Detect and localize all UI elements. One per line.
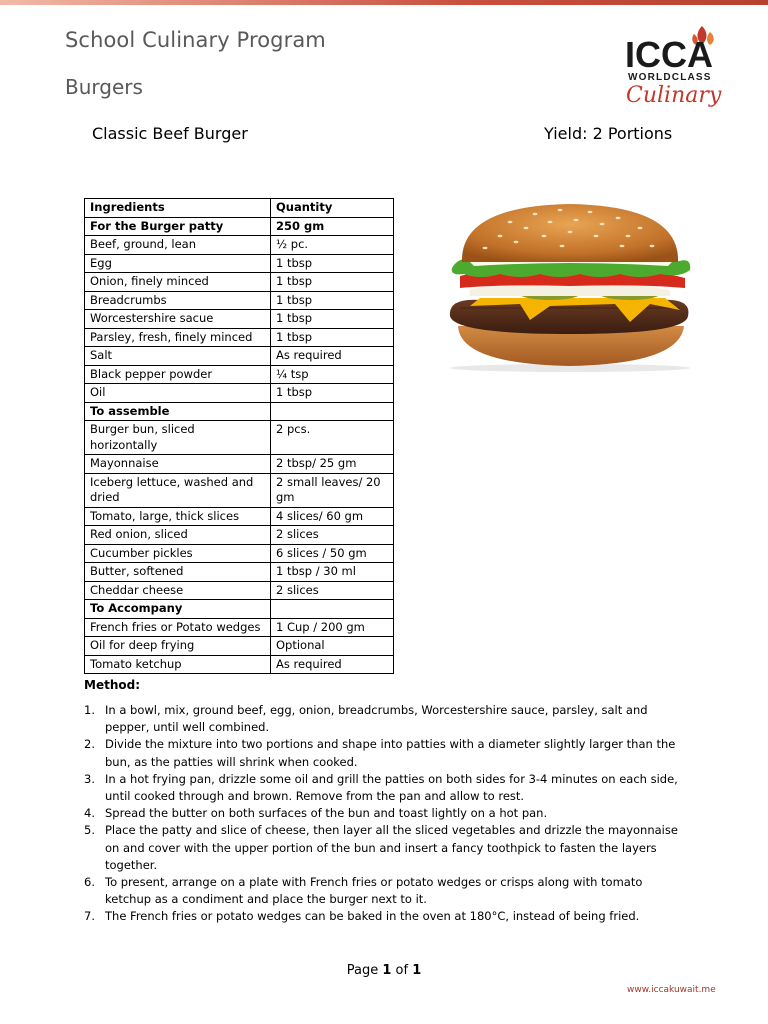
step-number: 2. (84, 737, 95, 752)
ingredient-quantity: 2 slices (271, 581, 394, 600)
icca-logo (622, 22, 732, 112)
ingredient-quantity: 1 tbsp (271, 291, 394, 310)
header-quantity: Quantity (271, 199, 394, 218)
table-row (85, 291, 394, 310)
ingredient-quantity: 6 slices / 50 gm (271, 544, 394, 563)
ingredient-name: Cucumber pickles (85, 544, 271, 563)
table-row (85, 507, 394, 526)
step-text: To present, arrange on a plate with French fries or potato wedges or crisps along with tomato ketchup as a condiment and place the burger next to it. (105, 875, 643, 907)
step-text: In a hot frying pan, drizzle some oil and grill the patties on both sides for 3-4 minutes on each side, until cooked through and brown. Remove from the pan and allow to rest. (105, 771, 678, 804)
table-row (85, 328, 394, 347)
ingredient-quantity: As required (271, 655, 394, 674)
ingredient-name: Tomato ketchup (85, 655, 271, 674)
burger-photo (440, 198, 700, 373)
table-row (85, 526, 394, 545)
table-row (85, 600, 394, 619)
ingredient-name: Tomato, large, thick slices (85, 507, 271, 526)
ingredient-name: Burger bun, sliced horizontally (85, 421, 271, 455)
table-row (85, 455, 394, 474)
ingredient-quantity: 2 pcs. (271, 421, 394, 455)
ingredient-quantity: As required (271, 347, 394, 366)
ingredient-name: Red onion, sliced (85, 526, 271, 545)
logo-tagline: WORLDCLASS (628, 72, 712, 83)
ingredient-name: Oil for deep frying (85, 637, 271, 656)
step-number: 7. (84, 909, 95, 924)
table-row (85, 581, 394, 600)
step-text: Spread the butter on both surfaces of the bun and toast lightly on a hot pan. (105, 806, 548, 821)
ingredient-name: Mayonnaise (85, 455, 271, 474)
ingredient-quantity: Optional (271, 637, 394, 656)
table-row (85, 563, 394, 582)
step-text: Place the patty and slice of cheese, then layer all the sliced vegetables and drizzle the mayonnaise on and cover with the upper portion of the bun and insert a fancy toothpick to fasten the layers together. (105, 823, 678, 872)
website-url: www.iccakuwait.me (627, 985, 716, 995)
step-number: 5. (84, 823, 95, 838)
top-accent-bar (0, 0, 768, 5)
method-step (84, 908, 684, 925)
method-step (84, 736, 684, 770)
table-row (85, 473, 394, 507)
ingredient-quantity: 1 tbsp (271, 273, 394, 292)
table-row (85, 384, 394, 403)
table-row (85, 236, 394, 255)
ingredient-quantity: 250 gm (271, 217, 394, 236)
method-step (84, 771, 684, 805)
ingredient-name: Beef, ground, lean (85, 236, 271, 255)
ingredient-name: Breadcrumbs (85, 291, 271, 310)
ingredient-quantity: 1 tbsp / 30 ml (271, 563, 394, 582)
ingredient-name: For the Burger patty (85, 217, 271, 236)
logo-wordmark: ICCA (625, 34, 713, 75)
method-steps (84, 702, 684, 926)
program-title: School Culinary Program (65, 28, 326, 52)
table-row (85, 637, 394, 656)
ingredient-name: To assemble (85, 402, 271, 421)
table-row (85, 655, 394, 674)
ingredient-quantity: 1 tbsp (271, 310, 394, 329)
table-row (85, 310, 394, 329)
ingredient-name: French fries or Potato wedges (85, 618, 271, 637)
table-row (85, 254, 394, 273)
ingredient-name: Butter, softened (85, 563, 271, 582)
table-row (85, 273, 394, 292)
ingredient-quantity: 1 tbsp (271, 384, 394, 403)
ingredient-quantity: ¼ tsp (271, 365, 394, 384)
ingredient-quantity: 4 slices/ 60 gm (271, 507, 394, 526)
method-step (84, 805, 684, 822)
method-step (84, 822, 684, 874)
step-text: The French fries or potato wedges can be baked in the oven at 180°C, instead of being fried. (105, 909, 640, 924)
table-row (85, 365, 394, 384)
step-number: 3. (84, 771, 95, 786)
ingredient-quantity: 2 slices (271, 526, 394, 545)
page-current: 1 (382, 963, 392, 978)
ingredient-quantity: 1 tbsp (271, 328, 394, 347)
page-number (0, 963, 768, 978)
ingredient-quantity: 1 tbsp (271, 254, 394, 273)
ingredient-quantity: 2 tbsp/ 25 gm (271, 455, 394, 474)
ingredients-table (84, 198, 394, 674)
table-row (85, 421, 394, 455)
ingredient-name: Parsley, fresh, finely minced (85, 328, 271, 347)
table-row (85, 217, 394, 236)
ingredient-quantity (271, 402, 394, 421)
method-step (84, 874, 684, 908)
page-total: 1 (412, 963, 422, 978)
page-word: Page (346, 963, 379, 978)
ingredient-quantity (271, 600, 394, 619)
ingredient-name: Black pepper powder (85, 365, 271, 384)
table-row (85, 347, 394, 366)
page-of: of (395, 963, 409, 978)
header-ingredients: Ingredients (85, 199, 271, 218)
ingredient-name: Oil (85, 384, 271, 403)
ingredient-quantity: 2 small leaves/ 20 gm (271, 473, 394, 507)
ingredient-name: Iceberg lettuce, washed and dried (85, 473, 271, 507)
ingredient-name: Salt (85, 347, 271, 366)
table-row (85, 402, 394, 421)
step-number: 6. (84, 875, 95, 890)
table-row (85, 618, 394, 637)
ingredient-name: Onion, finely minced (85, 273, 271, 292)
step-number: 1. (84, 703, 95, 717)
table-row (85, 544, 394, 563)
logo-script: Culinary (626, 83, 722, 108)
section-title: Burgers (65, 75, 143, 99)
method-heading: Method: (84, 678, 140, 692)
ingredient-quantity: 1 Cup / 200 gm (271, 618, 394, 637)
ingredient-name: Egg (85, 254, 271, 273)
step-text: Divide the mixture into two portions and shape into patties with a diameter slightly larger than the bun, as the patties will shrink when cooked. (105, 737, 676, 769)
step-number: 4. (84, 806, 95, 821)
ingredient-name: Worcestershire sacue (85, 310, 271, 329)
recipe-name: Classic Beef Burger (92, 124, 248, 143)
ingredient-quantity: ½ pc. (271, 236, 394, 255)
method-step (84, 702, 684, 736)
recipe-yield: Yield: 2 Portions (544, 124, 673, 143)
ingredient-name: Cheddar cheese (85, 581, 271, 600)
ingredient-name: To Accompany (85, 600, 271, 619)
table-header-row (85, 199, 394, 218)
step-text: In a bowl, mix, ground beef, egg, onion, breadcrumbs, Worcestershire sauce, parsley, salt and pepper, until well combined. (105, 703, 648, 735)
